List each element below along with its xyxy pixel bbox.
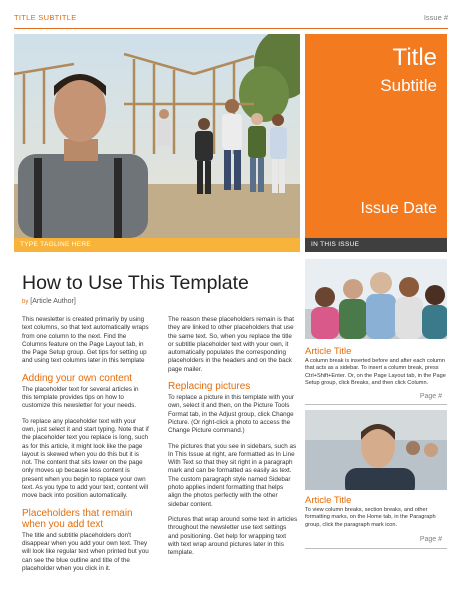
section-heading[interactable]: Replacing pictures: [168, 381, 251, 393]
paragraph[interactable]: The placeholder text for several articles in this template provides tips on how to customize this newsletter for your needs.: [22, 385, 139, 410]
article-title[interactable]: How to Use This Template: [22, 272, 249, 294]
sidebar-article-title[interactable]: Article Title: [305, 346, 352, 357]
article-column-2: [168, 316, 298, 564]
paragraph[interactable]: To replace a picture in this template with your own, select it and then, on the Picture Tools Format tab, in the Adjust group, click Change Picture. (Or right-click a photo to access the Change Picture command.): [168, 394, 294, 435]
paragraph[interactable]: The reason these placeholders remain is that they are linked to other placeholders that use the same text. So, when you replace the title or subtitle placeholder text with your own, it automatically populates the corresponding placeholders in the headers and on the back page mailer.: [168, 316, 295, 373]
article-byline: [22, 298, 76, 305]
byline-by-label: by: [22, 299, 29, 305]
cover-title[interactable]: Title: [392, 44, 437, 71]
cover-title-block: [305, 34, 447, 238]
section-heading[interactable]: Placeholders that remain when you add text: [22, 507, 133, 530]
sidebar-page-number[interactable]: Page #: [419, 536, 442, 543]
paragraph[interactable]: The title and subtitle placeholders don't disappear when you add your own text. They will look like regular text when printed but you can see the blue outline and title of the placeholder when you click in it.: [22, 531, 149, 572]
paragraph[interactable]: This newsletter is created primarily by using text columns, so that text automatically wraps from one column to the next. Find the Columns feature on the Page Layout tab, in the Page Setup group. Get tips for setting up and using text columns later in this template: [22, 316, 149, 365]
tagline-bar: [14, 238, 300, 252]
hero-photo[interactable]: [14, 34, 300, 238]
sidebar-article-title[interactable]: Article Title: [305, 495, 352, 506]
cover-issue-date[interactable]: Issue Date: [360, 200, 437, 217]
cover-subtitle[interactable]: Subtitle: [380, 76, 437, 95]
article-author[interactable]: [Article Author]: [30, 298, 76, 305]
article-column-1: [22, 316, 150, 580]
paragraph[interactable]: To replace any placeholder text with your own, just select it and start typing. Note that if the placeholder text you replace is long, such as for this article, it might look like the page layout is skewed when you do this but it is not. The content that sits lower on the page only moves up because less content is present when you begin to replace your own text. As you type to add your text, content will move back into position automatically.: [22, 417, 149, 500]
sidebar-article-text[interactable]: To view column breaks, section breaks, and other formatting marks, on the Home tab, in the Paragraph group, click the paragraph mark icon.: [305, 507, 436, 528]
in-this-issue-label: IN THIS ISSUE: [311, 241, 360, 248]
section-heading[interactable]: Adding your own content: [22, 372, 133, 384]
paragraph[interactable]: Pictures that wrap around some text in articles throughout the newsletter use text settings and positioning. Get help for wrapping text with text wrap around pictures later in this template.: [168, 515, 298, 557]
sidebar-photo-man[interactable]: [305, 410, 447, 490]
header-issue-number[interactable]: Issue #: [423, 13, 448, 22]
sidebar-divider: [305, 548, 447, 549]
page-header: [14, 0, 448, 29]
in-this-issue-bar: [305, 238, 447, 252]
sidebar-divider: [305, 404, 447, 405]
sidebar-photo-group[interactable]: [305, 259, 447, 339]
header-subtitle[interactable]: TITLE SUBTITLE: [14, 13, 77, 22]
paragraph[interactable]: The pictures that you see in sidebars, such as In This Issue at right, are formatted as In Line With Text so that they sit right in a paragraph mark and can be formatted as easily as text. The custom paragraph style named Sidebar photo applies indent formatting that helps align the photos perfectly with the other sidebar content.: [168, 442, 297, 508]
sidebar-page-number[interactable]: Page #: [419, 393, 442, 400]
sidebar-article-text[interactable]: A column break is inserted before and after each column that acts as a sidebar. To insert a column break, press Ctrl+Shift+Enter. Or, on the Page Layout tab, in the Page Setup group, click Breaks, and then click Column.: [305, 358, 446, 387]
tagline-text[interactable]: TYPE TAGLINE HERE: [20, 241, 91, 248]
